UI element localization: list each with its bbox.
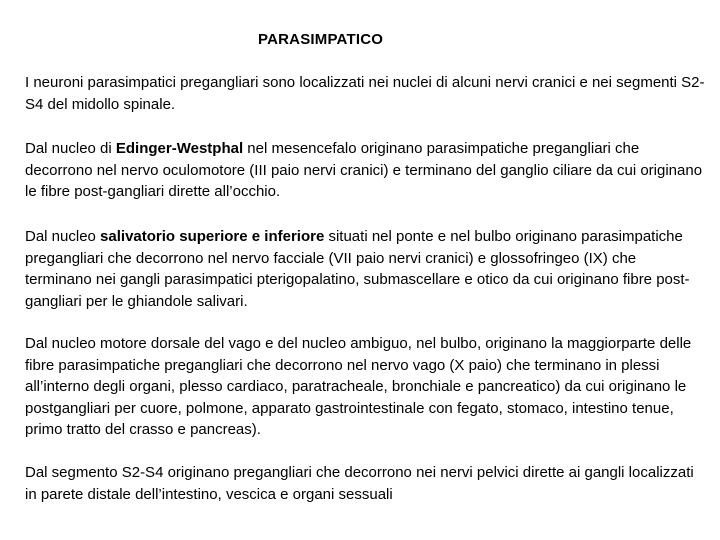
paragraph-text-pre: Dal nucleo (25, 228, 101, 245)
paragraph-vagus-nucleus (25, 333, 705, 441)
paragraph-text-pre: Dal nucleo di (25, 140, 116, 157)
paragraph-preganglionic-location (25, 72, 705, 115)
paragraph-text: Dal segmento S2-S4 originano pregangliari che decorrono nei nervi pelvici dirette ai gangli localizzati in parete distale dell’intestino, vescica e organi sessuali (25, 464, 694, 503)
paragraph-sacral-segment (25, 462, 705, 505)
highlight-edinger-westphal: Edinger-Westphal (115, 140, 244, 157)
paragraph-salivatory-nucleus (25, 226, 705, 312)
paragraph-text-post: situati nel ponte e nel bulbo originano parasimpatiche pregangliari che decorrono nel nervo facciale (VII paio nervi cranici) e glossofringeo (IX) che terminano nei gangli parasimpatici pterigopalatino, submascellare e otico da cui originano fibre post-gangliari per le ghiandole salivari. (25, 228, 690, 310)
paragraph-text: Dal nucleo motore dorsale del vago e del nucleo ambiguo, nel bulbo, originano la maggiorparte delle fibre parasimpatiche pregangliari che decorrono nel nervo vago (X paio) che terminano in plessi all’interno degli organi, plesso cardiaco, paratracheale, bronchiale e pancreatico) da cui originano le postgangliari per cuore, polmone, apparato gastrointestinale con fegato, stomaco, intestino tenue, primo tratto del crasso e pancreas). (25, 335, 692, 438)
paragraph-text-post: nel mesencefalo originano parasimpatiche pregangliari che decorrono nel nervo oculomotore (III paio nervi cranici) e terminano del ganglio ciliare da cui originano le fibre post-gangliari dirette all’occhio. (25, 140, 703, 200)
page-title: PARASIMPATICO (258, 31, 384, 48)
paragraph-edinger-westphal (25, 138, 705, 203)
highlight-salivatory-nucleus: salivatorio superiore e inferiore (100, 228, 325, 245)
paragraph-text: I neuroni parasimpatici pregangliari sono localizzati nei nuclei di alcuni nervi cranici e nei segmenti S2-S4 del midollo spinale. (25, 74, 705, 113)
